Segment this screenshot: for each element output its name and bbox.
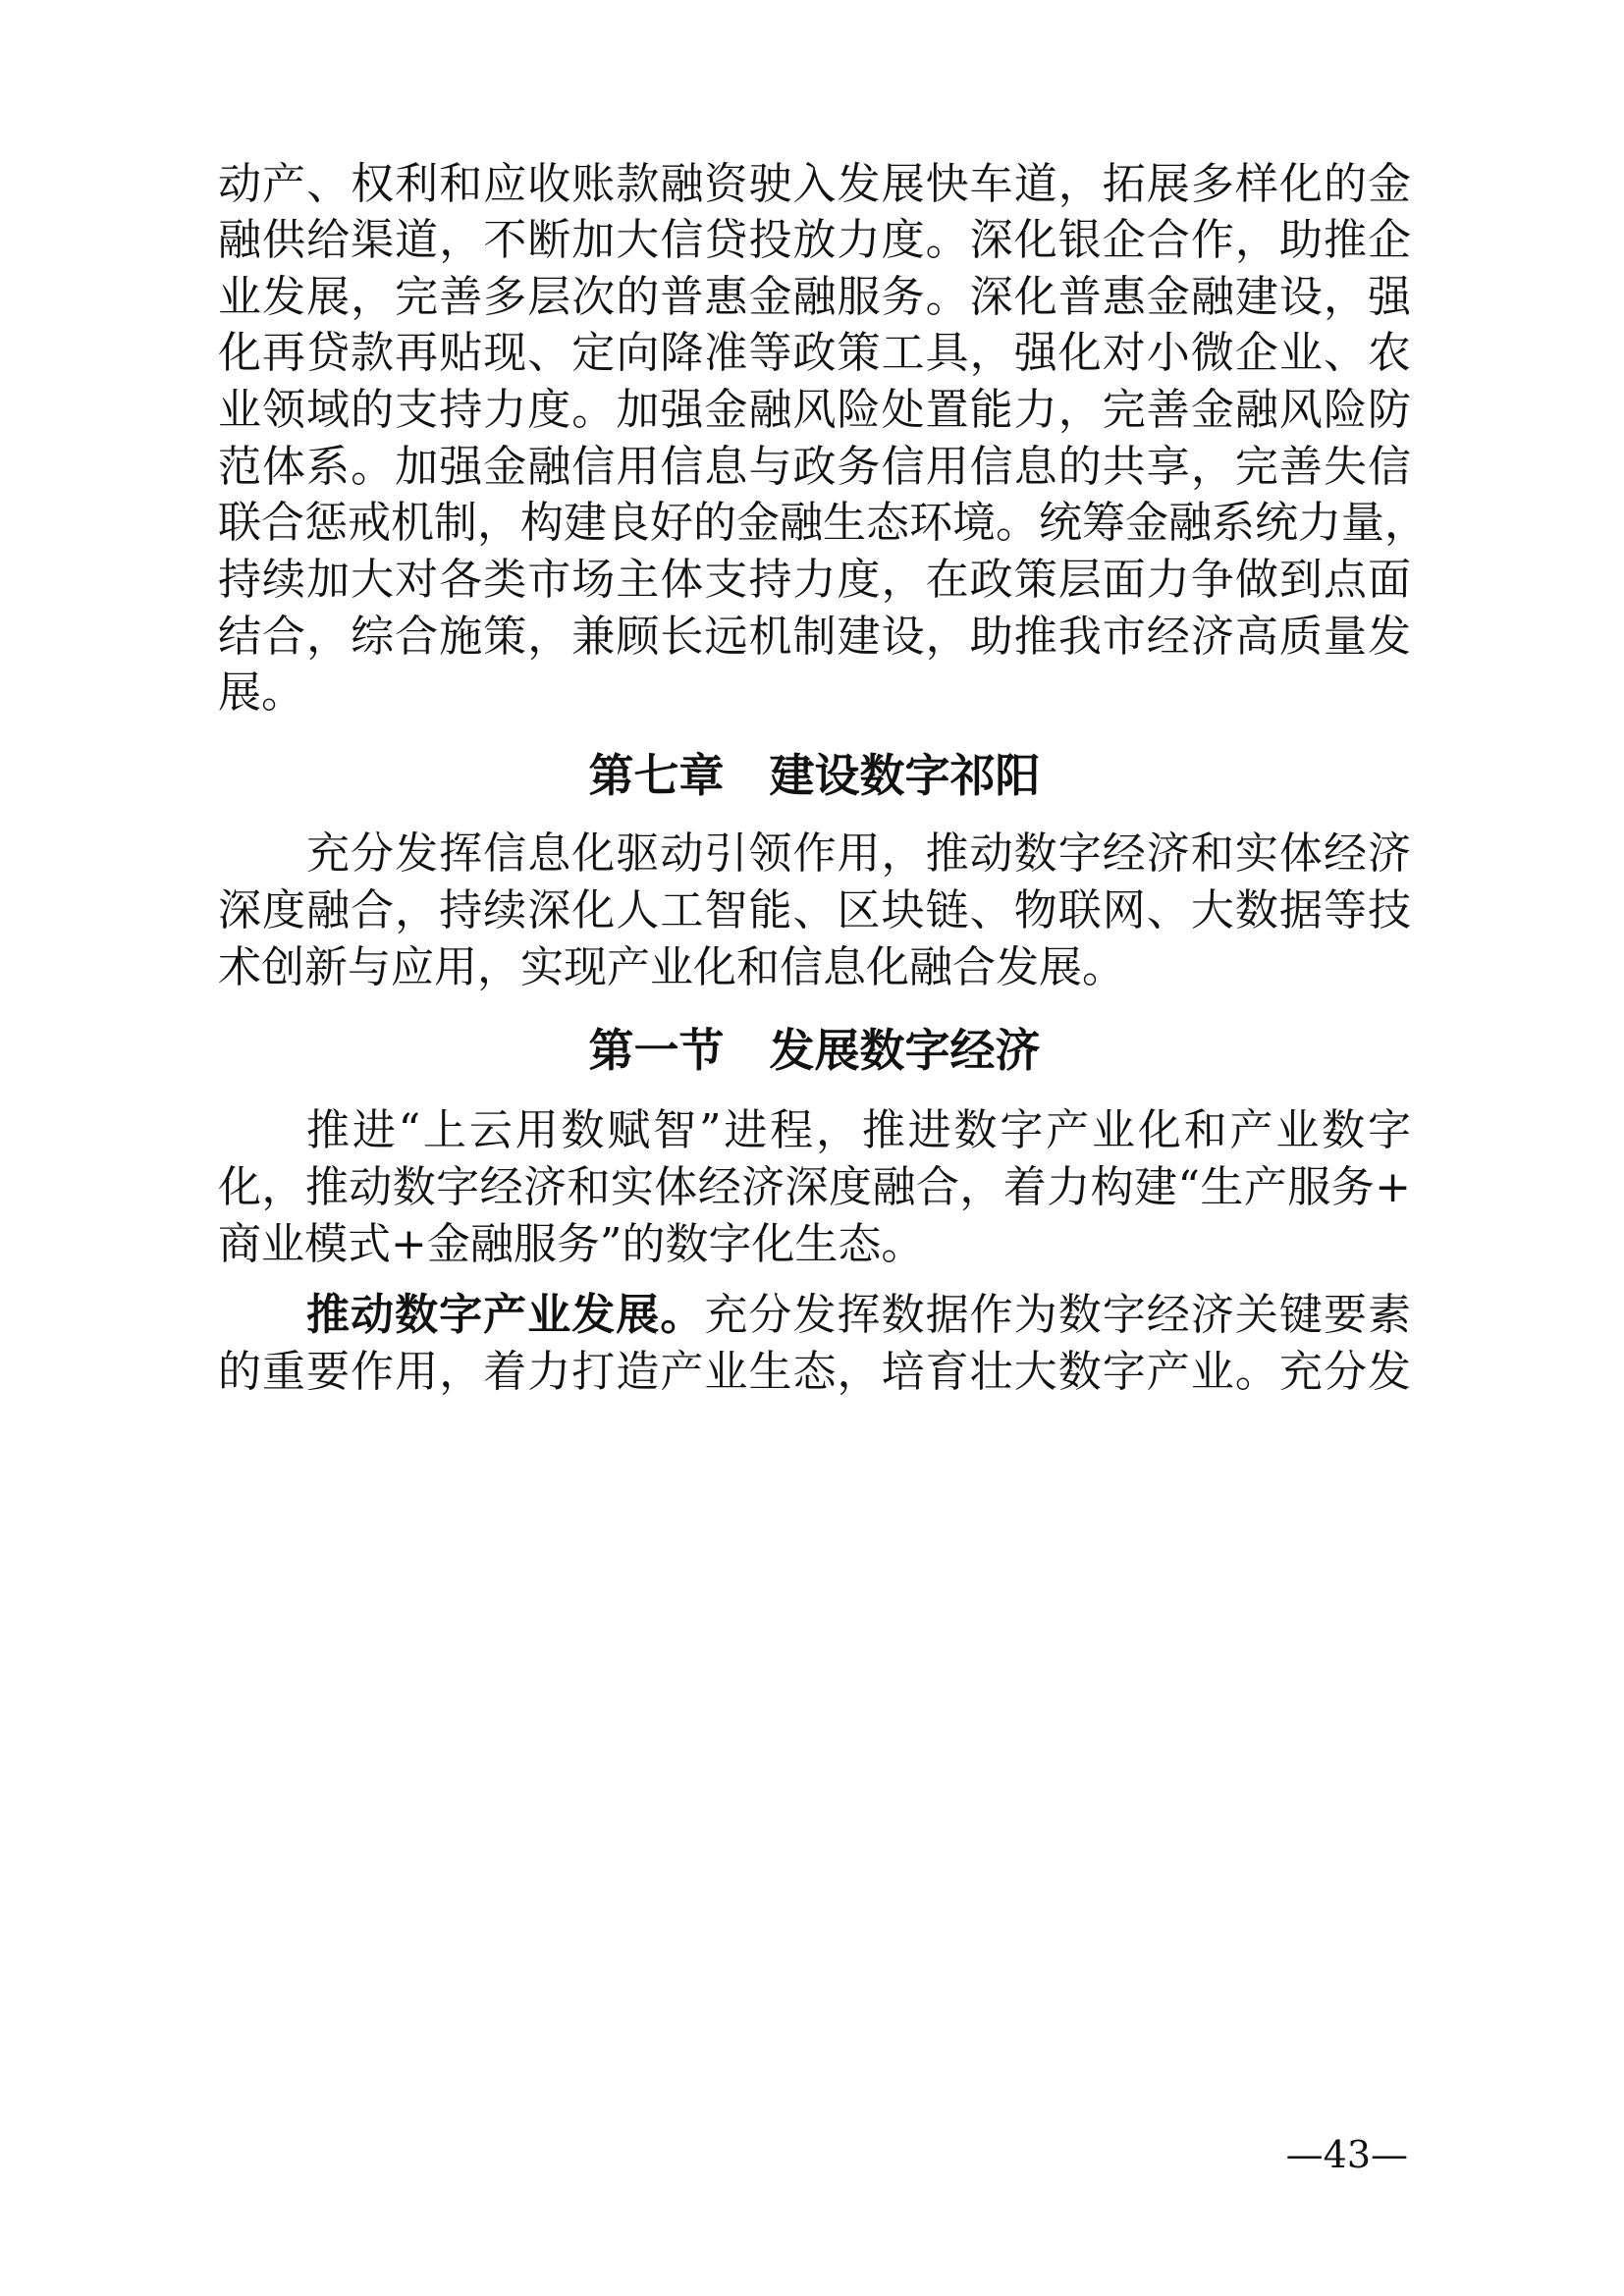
page-number: —43— <box>1285 2133 1408 2176</box>
paragraph-1-line-10: 展。 <box>218 667 304 718</box>
chapter-heading: 第七章 建设数字祁阳 <box>588 749 1041 802</box>
paragraph-1-line-5: 业领域的支持力度。加强金融风险处置能力，完善金融风险防 <box>218 385 1411 435</box>
paragraph-2-line-1: 充分发挥信息化驱动引领作用，推动数字经济和实体经济 <box>306 828 1411 879</box>
paragraph-3-line-2: 化，推动数字经济和实体经济深度融合，着力构建“生产服务+ <box>218 1162 1411 1212</box>
paragraph-2-line-3: 术创新与应用，实现产业化和信息化融合发展。 <box>218 942 1125 992</box>
paragraph-1-line-1: 动产、权利和应收账款融资驶入发展快车道，拓展多样化的金 <box>218 159 1411 209</box>
paragraph-1-line-2: 融供给渠道，不断加大信贷投放力度。深化银企合作，助推企 <box>218 215 1411 265</box>
paragraph-1-line-4: 化再贷款再贴现、定向降准等政策工具，强化对小微企业、农 <box>218 328 1411 378</box>
section-heading: 第一节 发展数字经济 <box>588 1024 1041 1077</box>
paragraph-1-line-9: 结合，综合施策，兼顾长远机制建设，助推我市经济高质量发 <box>218 612 1411 662</box>
paragraph-2-line-2: 深度融合，持续深化人工智能、区块链、物联网、大数据等技 <box>218 885 1411 935</box>
paragraph-4-line-1 <box>306 1286 1411 1345</box>
paragraph-1-line-6: 范体系。加强金融信用信息与政务信用信息的共享，完善失信 <box>218 442 1411 492</box>
paragraph-1-line-8: 持续加大对各类市场主体支持力度，在政策层面力争做到点面 <box>218 555 1411 605</box>
paragraph-4-lead: 推动数字产业发展。 <box>306 1290 705 1340</box>
paragraph-1-line-7: 联合惩戒机制，构建良好的金融生态环境。统筹金融系统力量， <box>218 498 1428 548</box>
paragraph-3-line-1: 推进“上云用数赋智”进程，推进数字产业化和产业数字 <box>306 1105 1411 1155</box>
paragraph-3-line-3: 商业模式+金融服务”的数字化生态。 <box>218 1219 925 1269</box>
paragraph-4-line-2: 的重要作用，着力打造产业生态，培育壮大数字产业。充分发 <box>218 1347 1411 1397</box>
paragraph-1-line-3: 业发展，完善多层次的普惠金融服务。深化普惠金融建设，强 <box>218 272 1411 322</box>
paragraph-4-line-1-text: 充分发挥数据作为数字经济关键要素 <box>704 1290 1411 1340</box>
